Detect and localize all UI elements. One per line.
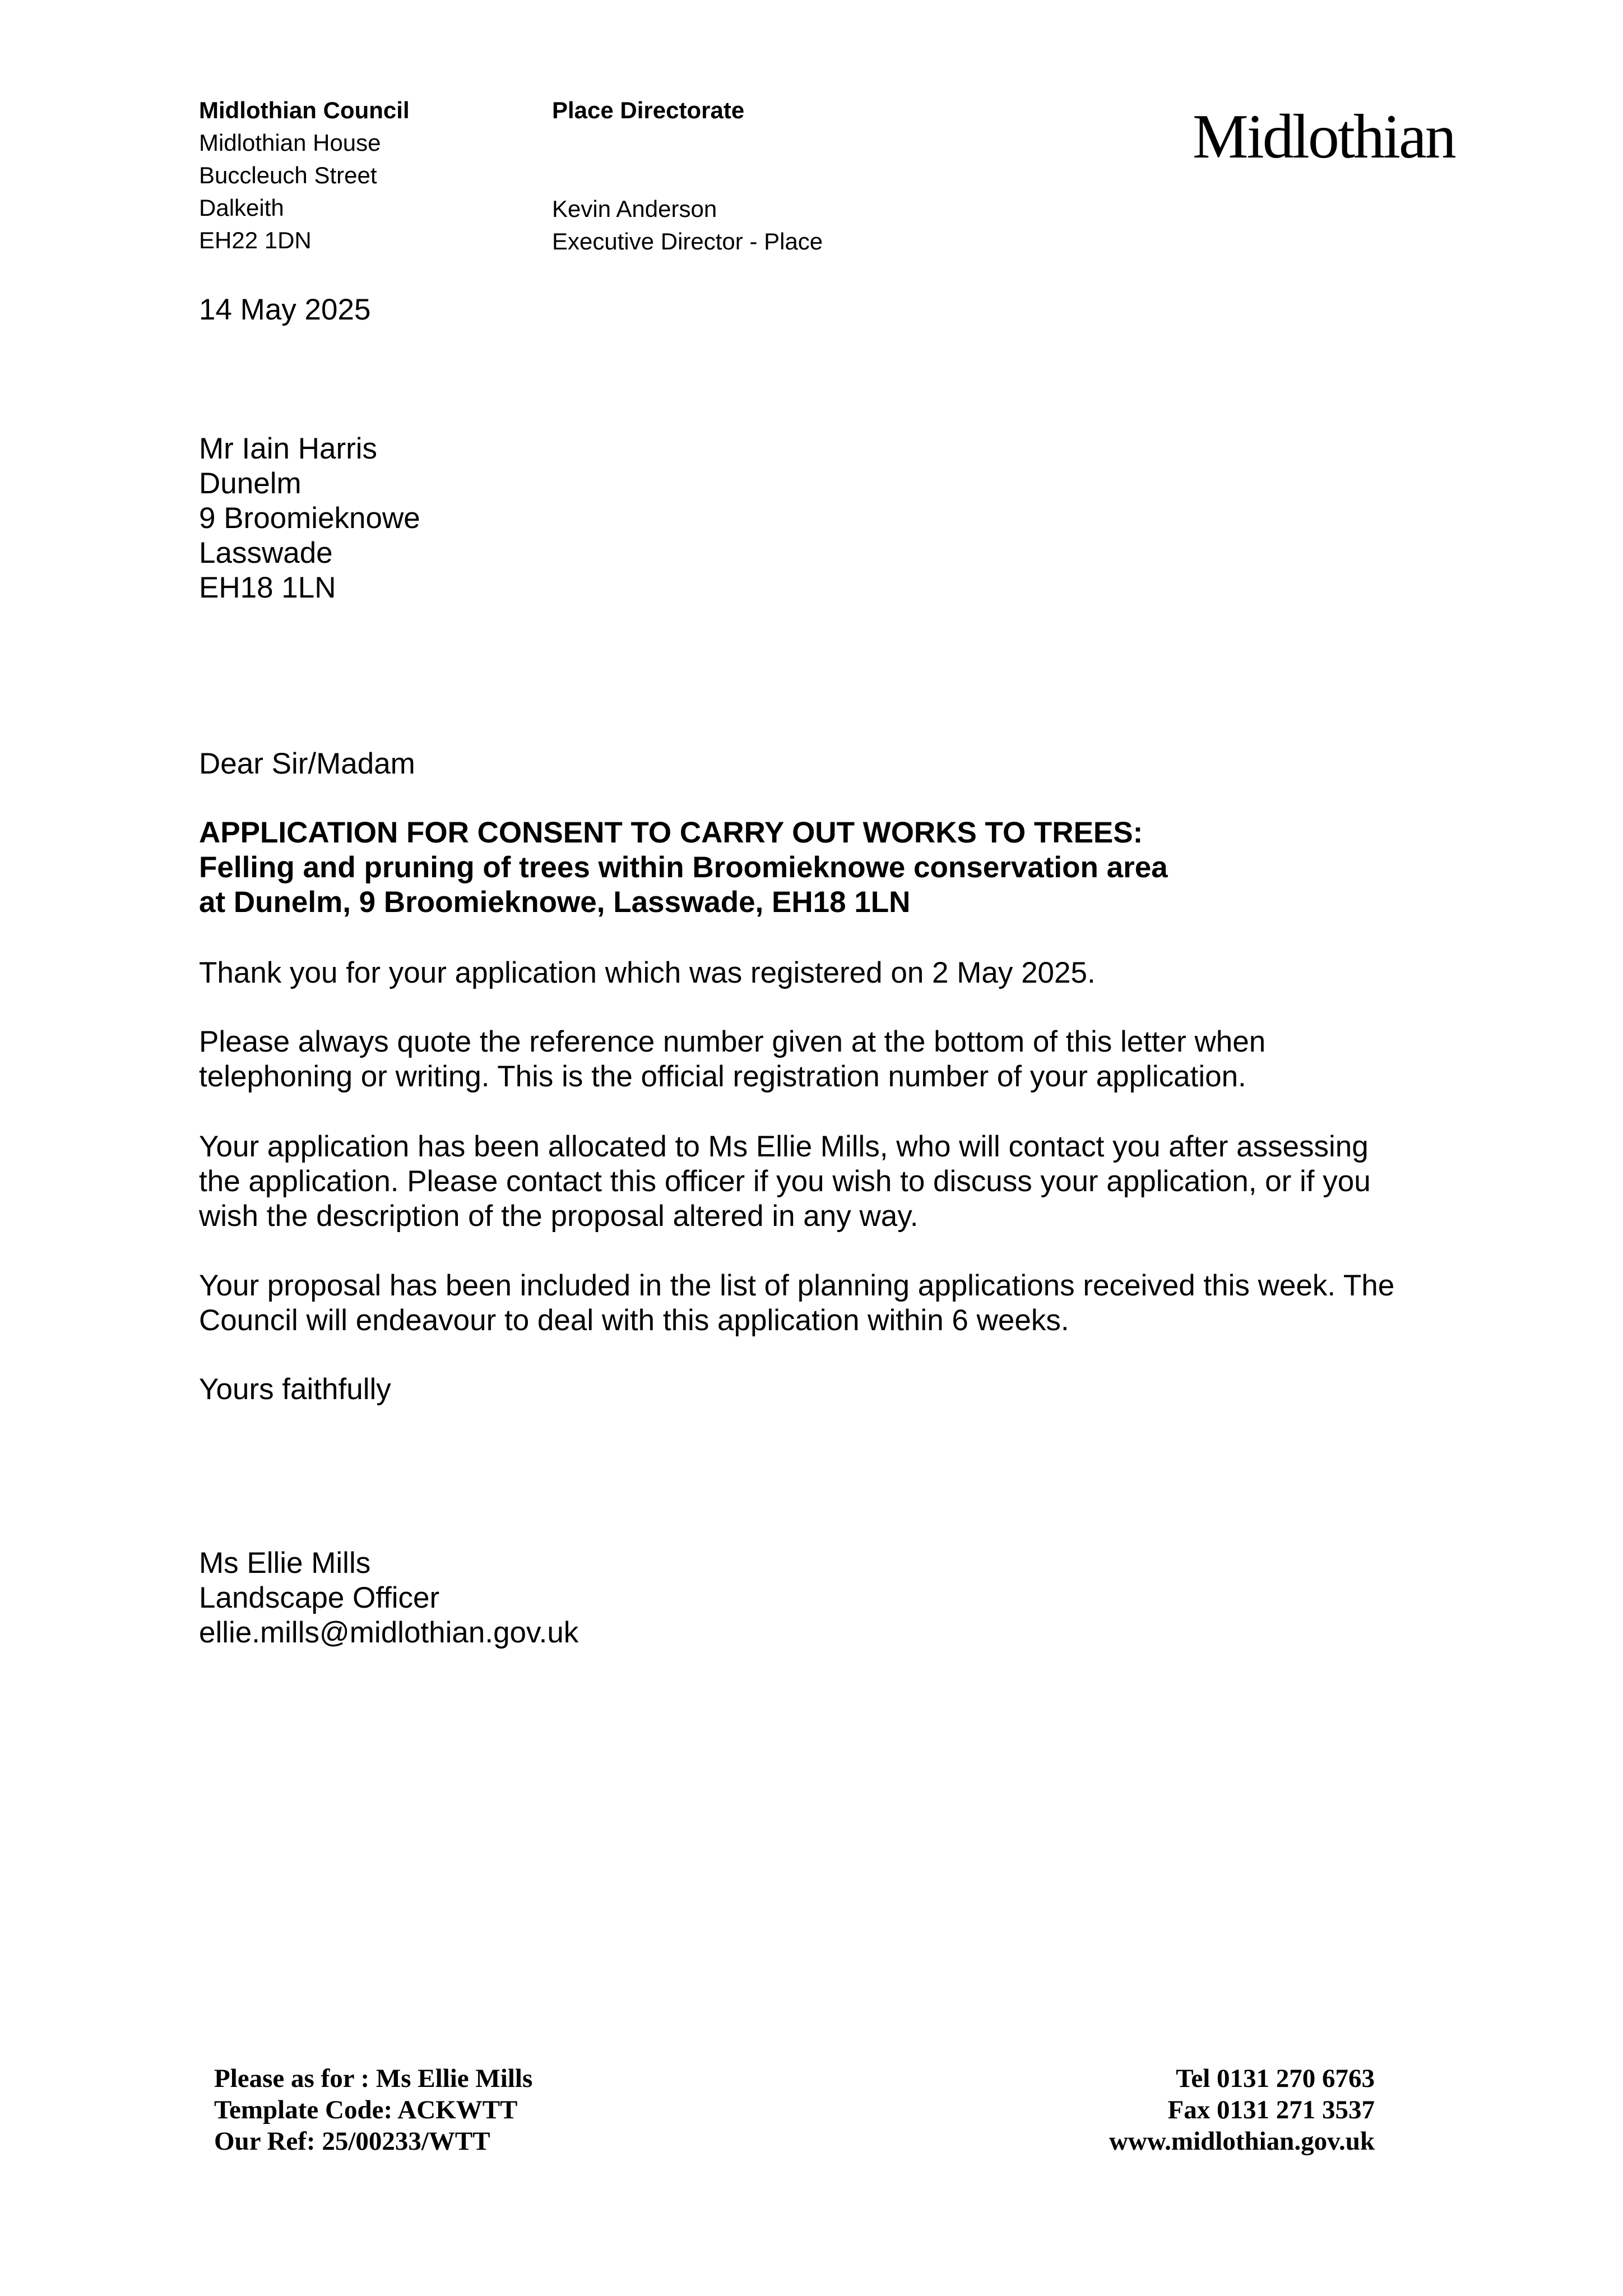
paragraph-line: Your proposal has been included in the list of planning applications received this week. The — [199, 1269, 1395, 1302]
subject-heading — [199, 816, 1168, 920]
signatory-name: Ms Ellie Mills — [199, 1547, 371, 1580]
recipient-line: Lasswade — [199, 536, 333, 570]
paragraph-line: Your application has been allocated to Ms Ellie Mills, who will contact you after assessing — [199, 1130, 1369, 1163]
signatory-block — [199, 1546, 578, 1650]
directorate-name: Place Directorate — [552, 97, 745, 123]
subject-line: at Dunelm, 9 Broomieknowe, Lasswade, EH18 1LN — [199, 886, 911, 919]
salutation: Dear Sir/Madam — [199, 747, 415, 780]
recipient-address — [199, 432, 420, 605]
footer-template-code: Template Code: ACKWTT — [214, 2095, 518, 2124]
council-address-line: EH22 1DN — [199, 227, 312, 253]
body-paragraph — [199, 1130, 1371, 1234]
recipient-line: EH18 1LN — [199, 571, 336, 604]
closing: Yours faithfully — [199, 1373, 391, 1406]
midlothian-logo: Midlothian — [1193, 102, 1455, 172]
council-name: Midlothian Council — [199, 97, 410, 123]
subject-line: APPLICATION FOR CONSENT TO CARRY OUT WORKS TO TREES: — [199, 816, 1143, 849]
signatory-title: Landscape Officer — [199, 1581, 440, 1614]
recipient-line: Mr Iain Harris — [199, 432, 378, 465]
paragraph-line: wish the description of the proposal altered in any way. — [199, 1200, 919, 1233]
letter-date: 14 May 2025 — [199, 293, 371, 326]
recipient-line: 9 Broomieknowe — [199, 502, 420, 535]
footer-contact-officer: Please as for : Ms Ellie Mills — [214, 2064, 533, 2093]
footer-fax: Fax 0131 271 3537 — [1167, 2095, 1375, 2124]
council-address-line: Dalkeith — [199, 195, 284, 221]
paragraph-line: the application. Please contact this officer if you wish to discuss your application, or if you — [199, 1165, 1371, 1198]
subject-line: Felling and pruning of trees within Broomieknowe conservation area — [199, 851, 1168, 884]
body-paragraph — [199, 956, 1096, 990]
council-address-line: Buccleuch Street — [199, 162, 377, 188]
footer-our-ref: Our Ref: 25/00233/WTT — [214, 2127, 490, 2156]
director-title: Executive Director - Place — [552, 228, 823, 254]
paragraph-line: Council will endeavour to deal with this application within 6 weeks. — [199, 1304, 1069, 1337]
council-address-block — [199, 94, 410, 257]
body-paragraph — [199, 1025, 1265, 1094]
footer-reference-block — [214, 2063, 532, 2157]
directorate-block — [552, 94, 744, 127]
signatory-email: ellie.mills@midlothian.gov.uk — [199, 1616, 579, 1649]
director-block — [552, 193, 823, 258]
footer-tel: Tel 0131 270 6763 — [1176, 2064, 1375, 2093]
paragraph-line: Thank you for your application which was registered on 2 May 2025. — [199, 956, 1096, 989]
recipient-line: Dunelm — [199, 467, 302, 500]
body-paragraph — [199, 1269, 1394, 1338]
paragraph-line: Please always quote the reference number given at the bottom of this letter when — [199, 1025, 1266, 1058]
council-address-line: Midlothian House — [199, 129, 381, 156]
footer-contact-block — [1109, 2063, 1375, 2157]
director-name: Kevin Anderson — [552, 196, 717, 222]
paragraph-line: telephoning or writing. This is the official registration number of your application. — [199, 1060, 1246, 1093]
footer-website: www.midlothian.gov.uk — [1109, 2127, 1375, 2156]
